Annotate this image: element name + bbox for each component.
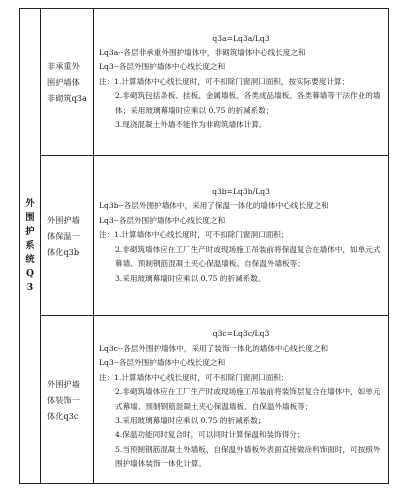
item-name-cell bbox=[41, 9, 94, 156]
system-label-cell bbox=[20, 9, 41, 484]
note: 注：1.计算墙体中心线长度时，可不扣除门窗洞口面积； bbox=[99, 230, 289, 240]
item-body bbox=[94, 323, 388, 475]
table-row bbox=[20, 9, 389, 156]
item-name: 外围护墙体装饰一体化q3c bbox=[47, 378, 80, 421]
item-body-cell bbox=[94, 156, 389, 316]
note: 3.采用玻璃幕墙时应乘以 0.75 的折减系数； bbox=[115, 415, 266, 425]
note: 2.非砌筑墙体应在工厂生产时或现场施工吊装前将保温复合在墙体中，如单元式幕墙、预制钢筋混凝土夹心保温墙板、自保温外墙板等； bbox=[115, 244, 381, 269]
system-label: 外围护系统Q3 bbox=[25, 198, 35, 293]
item-body bbox=[94, 181, 388, 290]
definition: Lq3--各层外围护墙体中心线长度之和 bbox=[99, 62, 226, 72]
note: 4.保温功能同时复合时，可以同时计算保温和装饰得分； bbox=[115, 430, 305, 440]
q3-spec-table bbox=[19, 8, 389, 484]
definition: Lq3--各层外围护墙体中心线长度之和 bbox=[99, 358, 226, 368]
note: 注：1.计算墙体中心线长度时，可不扣除门窗洞口面积，按实际要度计算； bbox=[99, 76, 350, 86]
note: 5.当预制钢筋混凝土外墙板、自保温外墙板外表面直接做涂料饰面时，可按照外围护墙体装饰一体化计算。 bbox=[115, 444, 381, 469]
item-name: 外围护墙体保温一体化q3b bbox=[47, 214, 80, 257]
note: 3.采用玻璃幕墙时应乘以 0.75 的折减系数。 bbox=[115, 273, 266, 283]
definition: Lq3a--各层非承重外围护墙体中，非砌筑墙体中心线长度之和 bbox=[99, 47, 306, 57]
item-name-cell bbox=[41, 156, 94, 316]
item-body-cell bbox=[94, 316, 389, 484]
definition: Lq3--各层外围护墙体中心线长度之和 bbox=[99, 215, 226, 225]
item-name: 非承重外围护墙体非砌筑q3a bbox=[47, 61, 87, 103]
note: 2.非砌筑包括条板、挂板、金属墙板、各类成品墙板、各类幕墙等干法作业的墙体；采用玻璃幕墙时应乘以 0.75 的折减系数； bbox=[115, 91, 381, 115]
definition: Lq3b--各层外围护墙体中，采用了保温一体化的墙体中心线长度之和 bbox=[99, 201, 329, 211]
table-row bbox=[20, 156, 389, 316]
item-name-cell bbox=[41, 316, 94, 484]
table-row bbox=[20, 316, 389, 484]
formula: q3c=Lq3c/Lq3 bbox=[212, 329, 270, 339]
note: 2.非砌筑墙体应在工厂生产时或现场施工吊装前将装饰层复合在墙体中，如单元式幕墙、预制钢筋混凝土夹心保温墙板、自保温外墙板等； bbox=[115, 387, 381, 411]
formula: q3b=Lq3b/Lq3 bbox=[212, 187, 270, 197]
note: 3.现浇混凝土外墙不能作为非砌筑墙体计算。 bbox=[115, 120, 267, 130]
item-body-cell bbox=[94, 9, 389, 156]
note: 注：1.计算墙体中心线长度时，可不扣除门窗洞口面积； bbox=[99, 372, 289, 382]
definition: Lq3c--各层外围护墙体中，采用了装饰一体化的墙体中心线长度之和 bbox=[99, 343, 329, 353]
formula: q3a=Lq3a/Lq3 bbox=[212, 33, 270, 43]
item-body bbox=[94, 28, 388, 137]
